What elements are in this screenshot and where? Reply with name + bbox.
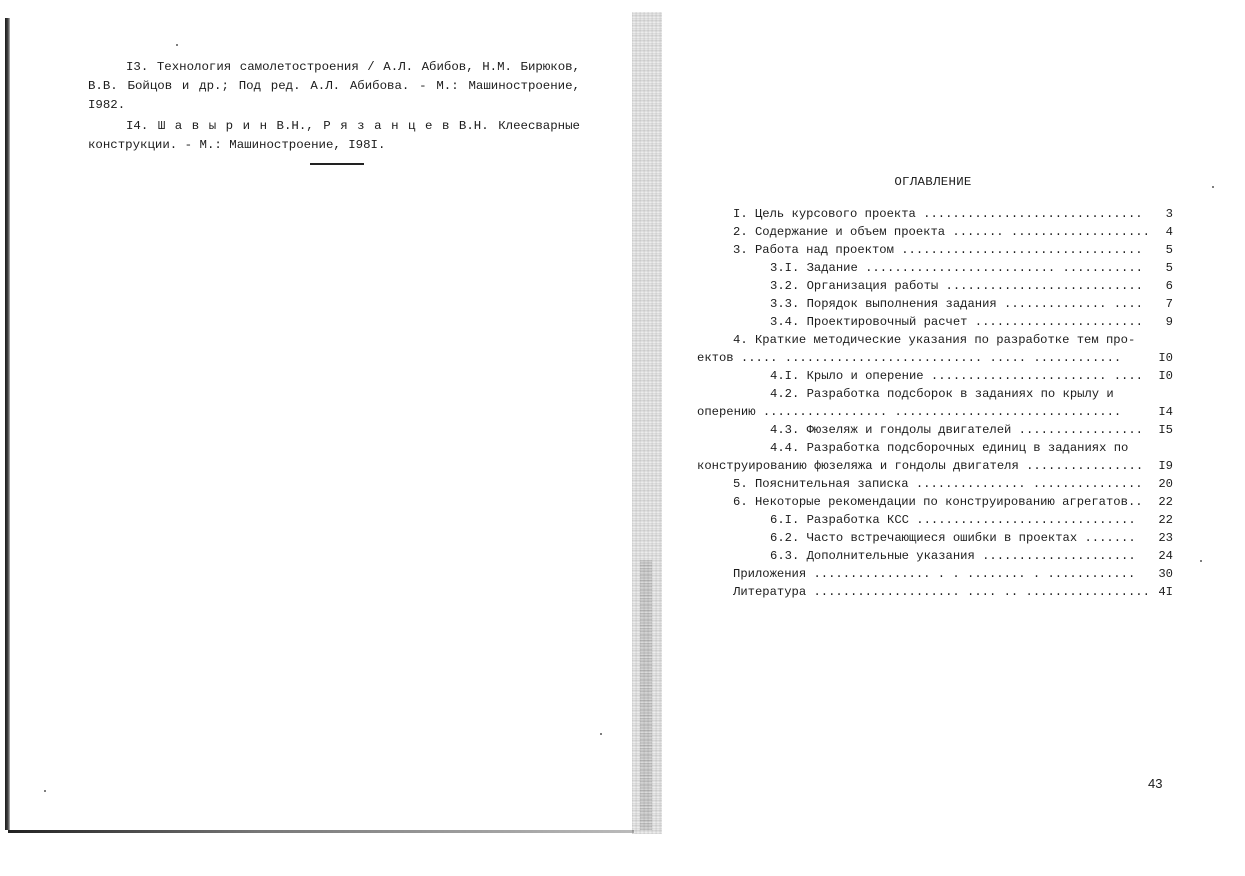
toc-entry-text: Литература .................... .... .. ................. bbox=[733, 585, 1150, 599]
scan-speck bbox=[44, 790, 46, 792]
toc-title: ОГЛАВЛЕНИЕ bbox=[894, 175, 972, 189]
toc-entry bbox=[770, 367, 1173, 385]
toc-entry bbox=[770, 529, 1173, 547]
toc-entry bbox=[697, 349, 1173, 367]
scan-speck bbox=[1212, 186, 1214, 188]
toc-entry-page: 22 bbox=[1158, 513, 1173, 527]
toc-entry bbox=[733, 331, 1173, 349]
toc-entry-text: 3. Работа над проектом ................................. bbox=[733, 243, 1143, 257]
toc-entry-page: 5 bbox=[1165, 243, 1173, 257]
toc-entry-page: I0 bbox=[1158, 369, 1173, 383]
toc-entry-page: I9 bbox=[1158, 459, 1173, 473]
toc-entry-text: Приложения ................ . . ........ . ............ bbox=[733, 567, 1136, 581]
toc-entry-text: 3.3. Порядок выполнения задания .............. .... bbox=[770, 297, 1143, 311]
toc-entry-text: 2. Содержание и объем проекта ....... ................... bbox=[733, 225, 1150, 239]
toc-entry bbox=[733, 583, 1173, 601]
reference-entry: I3. Технология самолетостроения / А.Л. Абибов, Н.М. Бирюков, В.В. Бойцов и др.; Под ред. А.Л. Абибова. - М.: Машиностроение, I982. bbox=[88, 60, 580, 112]
toc-entry-page: 20 bbox=[1158, 477, 1173, 491]
toc-entry-text: ектов ..... ........................... ..... ............ bbox=[697, 351, 1122, 365]
toc-entry-text: 6.I. Разработка КСС .............................. bbox=[770, 513, 1136, 527]
toc-entry-page: 24 bbox=[1158, 549, 1173, 563]
toc-entry bbox=[770, 259, 1173, 277]
toc-entry-text: оперению ................. ............................... bbox=[697, 405, 1122, 419]
end-rule bbox=[310, 163, 364, 165]
toc-entry bbox=[770, 439, 1173, 457]
toc-entry-text: I. Цель курсового проекта .............................. bbox=[733, 207, 1143, 221]
toc-entry bbox=[733, 493, 1173, 511]
toc-entry bbox=[733, 223, 1173, 241]
toc-entry-page: 30 bbox=[1158, 567, 1173, 581]
toc-entry bbox=[697, 403, 1173, 421]
toc-entry-text: 3.I. Задание .......................... ........... bbox=[770, 261, 1143, 275]
toc-entry bbox=[733, 241, 1173, 259]
toc-entry bbox=[733, 475, 1173, 493]
toc-entry-text: 6.3. Дополнительные указания ..................... bbox=[770, 549, 1136, 563]
toc-entry bbox=[733, 565, 1173, 583]
toc-entry-text: 4.4. Разработка подсборочных единиц в заданиях по bbox=[770, 441, 1129, 455]
toc-entry-page: 3 bbox=[1165, 207, 1173, 221]
toc-entry-page: 9 bbox=[1165, 315, 1173, 329]
scan-speck bbox=[1200, 560, 1202, 562]
toc-entry bbox=[770, 547, 1173, 565]
toc-entry-text: 4.I. Крыло и оперение ........................ .... bbox=[770, 369, 1143, 383]
toc-entry-text: 4. Краткие методические указания по разработке тем про- bbox=[733, 333, 1136, 347]
toc-entry bbox=[770, 385, 1173, 403]
toc-entry bbox=[733, 205, 1173, 223]
toc-entry-text: конструированию фюзеляжа и гондолы двигателя ................ bbox=[697, 459, 1144, 473]
toc-entry-text: 4.2. Разработка подсборок в заданиях по крылу и bbox=[770, 387, 1114, 401]
toc-entry-page: 23 bbox=[1158, 531, 1173, 545]
toc-entry-text: 6.2. Часто встречающиеся ошибки в проектах ....... bbox=[770, 531, 1136, 545]
toc-entry bbox=[697, 457, 1173, 475]
toc-entry-page: I4 bbox=[1158, 405, 1173, 419]
toc-entry-page: 5 bbox=[1165, 261, 1173, 275]
toc-entry-text: 5. Пояснительная записка ............... ............... bbox=[733, 477, 1143, 491]
toc-entry bbox=[770, 277, 1173, 295]
page-number: 43 bbox=[1148, 776, 1163, 791]
toc-entry-text: 3.2. Организация работы ........................... bbox=[770, 279, 1143, 293]
toc-entry bbox=[770, 295, 1173, 313]
book-gutter-shadow bbox=[640, 560, 652, 830]
toc-entry-page: 6 bbox=[1165, 279, 1173, 293]
toc-entry-page: I0 bbox=[1158, 351, 1173, 365]
toc-entry-page: 7 bbox=[1165, 297, 1173, 311]
toc-entry bbox=[770, 421, 1173, 439]
scan-speck bbox=[176, 44, 178, 46]
toc-entry-page: 22 bbox=[1158, 495, 1173, 509]
scan-speck bbox=[600, 733, 602, 735]
page-bottom-edge bbox=[8, 830, 634, 833]
toc-entry-text: 4.3. Фюзеляж и гондолы двигателей ................. bbox=[770, 423, 1143, 437]
toc-entry-text: 6. Некоторые рекомендации по конструированию агрегатов.. bbox=[733, 495, 1143, 509]
toc-entry bbox=[770, 511, 1173, 529]
reference-entry: I4. Ш а в ы р и н В.Н., Р я з а н ц е в В.Н. Клеесварные конструкции. - М.: Машиностроение, I98I. bbox=[88, 119, 580, 152]
page-binding-edge bbox=[5, 18, 10, 830]
toc-entry-page: 4 bbox=[1165, 225, 1173, 239]
toc-entry-page: 4I bbox=[1158, 585, 1173, 599]
toc-entry-text: 3.4. Проектировочный расчет ....................... bbox=[770, 315, 1143, 329]
toc-entry-page: I5 bbox=[1158, 423, 1173, 437]
toc-entry bbox=[770, 313, 1173, 331]
bibliography-continuation bbox=[88, 58, 580, 165]
